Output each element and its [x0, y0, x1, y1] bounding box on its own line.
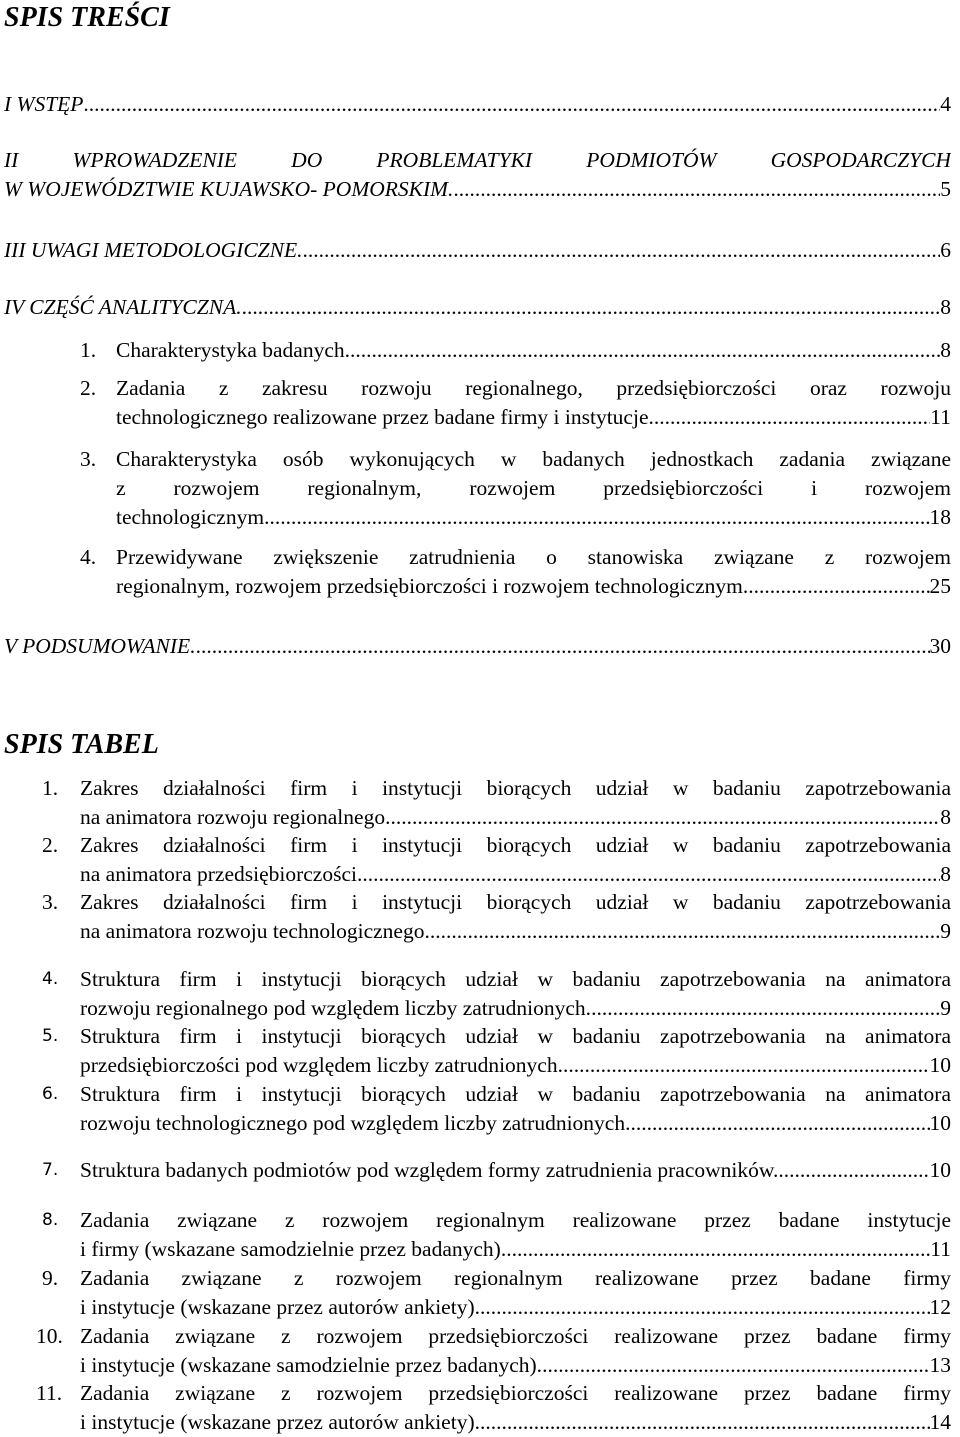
leader-dots [242, 293, 941, 322]
table-page-number: 10 [929, 1158, 951, 1182]
leader-dots [506, 1235, 930, 1264]
table-entry-text: Zadania związane z rozwojem regionalnym realizowane przez badane firmy [80, 1266, 951, 1290]
table-entry-text: Zakres działalności firm i instytucji biorących udział w badaniu zapotrzebowania [80, 776, 951, 800]
table-entry-text: Zadania związane z rozwojem przedsiębiorczości realizowane przez badane firmy [80, 1381, 951, 1405]
table-entry [80, 1080, 951, 1138]
table-entry [80, 965, 951, 1023]
table-page-number: 10 [929, 1111, 951, 1135]
table-entry-text: Struktura firm i instytucji biorących udział w badaniu zapotrzebowania na animatora [80, 1024, 951, 1048]
table-entry [80, 1022, 951, 1080]
leader-dots [430, 917, 940, 946]
table-page-number: 10 [929, 1053, 951, 1077]
toc-entry-text: I WSTĘP [4, 92, 84, 116]
toc-entry [116, 543, 951, 601]
table-entry-number: 8. [42, 1210, 59, 1230]
table-entry-text: Struktura badanych podmiotów pod względem formy zatrudnienia pracowników. [80, 1158, 779, 1182]
toc-title: SPIS TREŚCI [4, 2, 170, 33]
leader-dots [654, 403, 930, 432]
table-entry-number: 7. [42, 1160, 59, 1180]
toc-entry [116, 445, 951, 532]
table-entry-text: Zakres działalności firm i instytucji biorących udział w badaniu zapotrzebowania [80, 833, 951, 857]
leader-dots [630, 1109, 929, 1138]
table-entry [80, 1379, 951, 1437]
toc-entry [4, 90, 951, 119]
table-entry-number: 2. [42, 833, 59, 857]
table-entry-text: Zadania związane z rozwojem regionalnym realizowane przez badane instytucje [80, 1208, 951, 1232]
table-entry-text: rozwoju regionalnego pod względem liczby zatrudnionych. [80, 996, 592, 1020]
table-entry-text: Struktura firm i instytucji biorących udział w badaniu zapotrzebowania na animatora [80, 1082, 951, 1106]
toc-entry [4, 236, 951, 265]
toc-entry-text: z rozwojem regionalnym, rozwojem przedsiębiorczości i rozwojem [116, 476, 951, 500]
table-entry [80, 1264, 951, 1322]
table-entry-text: i instytucje (wskazane samodzielnie przez badanych). [80, 1353, 543, 1377]
toc-entry-text: technologicznym. [116, 505, 270, 529]
leader-dots [362, 860, 940, 889]
table-entry-text: i instytucje (wskazane przez autorów ankiety). [80, 1410, 480, 1434]
toc-entry [116, 374, 951, 432]
toc-entry-text: V PODSUMOWANIE. [4, 634, 196, 658]
table-entry-text: na animatora rozwoju regionalnego. [80, 805, 391, 829]
table-entry-text: i instytucje (wskazane przez autorów ankiety). [80, 1295, 480, 1319]
toc-entry-text: W WOJEWÓDZTWIE KUJAWSKO- POMORSKIM. [4, 177, 454, 201]
toc-entry-text: Charakterystyka osób wykonujących w badanych jednostkach zadania związane [116, 447, 951, 471]
table-page-number: 9 [940, 919, 951, 943]
leader-dots [563, 1051, 930, 1080]
table-entry-number: 5. [42, 1026, 59, 1046]
toc-entry-number: 2. [80, 376, 97, 400]
toc-entry-text: IV CZĘŚĆ ANALITYCZNA. [4, 295, 242, 319]
table-entry-text: na animatora rozwoju technologicznego. [80, 919, 430, 943]
table-entry [80, 1322, 951, 1380]
table-entry [80, 888, 951, 946]
toc-page-number: 30 [929, 634, 951, 658]
toc-entry-text: Przewidywane zwiększenie zatrudnienia o stanowiska związane z rozwojem [116, 545, 951, 569]
table-page-number: 14 [929, 1410, 951, 1434]
leader-dots [778, 1156, 929, 1185]
leader-dots [269, 503, 929, 532]
table-page-number: 8 [940, 862, 951, 886]
table-page-number: 8 [940, 805, 951, 829]
toc-entry-text: technologicznego realizowane przez badane firmy i instytucje. [116, 405, 654, 429]
toc-page-number: 4 [940, 92, 951, 116]
leader-dots [390, 803, 940, 832]
table-entry-number: 4. [42, 969, 59, 989]
leader-dots [303, 236, 941, 265]
table-entry [80, 774, 951, 832]
leader-dots [591, 994, 940, 1023]
table-entry-number: 9. [42, 1266, 59, 1290]
table-entry-number: 10. [36, 1324, 63, 1348]
table-page-number: 13 [929, 1353, 951, 1377]
table-entry-number: 11. [36, 1381, 63, 1405]
table-entry-text: Zadania związane z rozwojem przedsiębiorczości realizowane przez badane firmy [80, 1324, 951, 1348]
table-entry [80, 831, 951, 889]
toc-entry-text: II WPROWADZENIE DO PROBLEMATYKI PODMIOTÓW GOSPODARCZYCH [4, 148, 951, 172]
toc-entry-number: 1. [80, 338, 97, 362]
table-entry-text: Zakres działalności firm i instytucji biorących udział w badaniu zapotrzebowania [80, 890, 951, 914]
table-entry [80, 1156, 951, 1185]
toc-entry-text: Charakterystyka badanych. [116, 338, 351, 362]
table-page-number: 9 [940, 996, 951, 1020]
toc-page-number: 6 [940, 238, 951, 262]
leader-dots [350, 336, 940, 365]
table-entry-text: Struktura firm i instytucji biorących udział w badaniu zapotrzebowania na animatora [80, 967, 951, 991]
toc-entry-number: 3. [80, 447, 97, 471]
leader-dots [748, 572, 929, 601]
toc-entry [4, 293, 951, 322]
tables-title: SPIS TABEL [4, 729, 159, 760]
toc-page-number: 8 [940, 295, 951, 319]
toc-entry-text: regionalnym, rozwojem przedsiębiorczości i rozwojem technologicznym. [116, 574, 749, 598]
table-entry-number: 1. [42, 776, 59, 800]
toc-page-number: 25 [929, 574, 951, 598]
table-entry [80, 1206, 951, 1264]
toc-entry [4, 146, 951, 204]
table-entry-number: 6. [42, 1084, 59, 1104]
leader-dots [453, 175, 940, 204]
toc-entry [4, 632, 951, 661]
toc-entry [116, 336, 951, 365]
toc-entry-number: 4. [80, 545, 97, 569]
toc-entry-text: Zadania z zakresu rozwoju regionalnego, przedsiębiorczości oraz rozwoju [116, 376, 951, 400]
table-entry-text: przedsiębiorczości pod względem liczby zatrudnionych. [80, 1053, 563, 1077]
table-entry-text: i firmy (wskazane samodzielnie przez badanych). [80, 1237, 507, 1261]
leader-dots [83, 90, 940, 119]
toc-page-number: 5 [940, 177, 951, 201]
table-entry-text: rozwoju technologicznego pod względem liczby zatrudnionych. [80, 1111, 631, 1135]
table-page-number: 12 [929, 1295, 951, 1319]
toc-entry-text: III UWAGI METODOLOGICZNE. [4, 238, 303, 262]
leader-dots [542, 1351, 929, 1380]
leader-dots [480, 1408, 930, 1437]
table-entry-text: na animatora przedsiębiorczości. [80, 862, 363, 886]
toc-page-number: 18 [929, 505, 951, 529]
table-entry-number: 3. [42, 890, 59, 914]
table-page-number: 11 [930, 1237, 951, 1261]
leader-dots [196, 632, 930, 661]
toc-page-number: 8 [940, 338, 951, 362]
leader-dots [480, 1293, 930, 1322]
toc-page-number: 11 [930, 405, 951, 429]
